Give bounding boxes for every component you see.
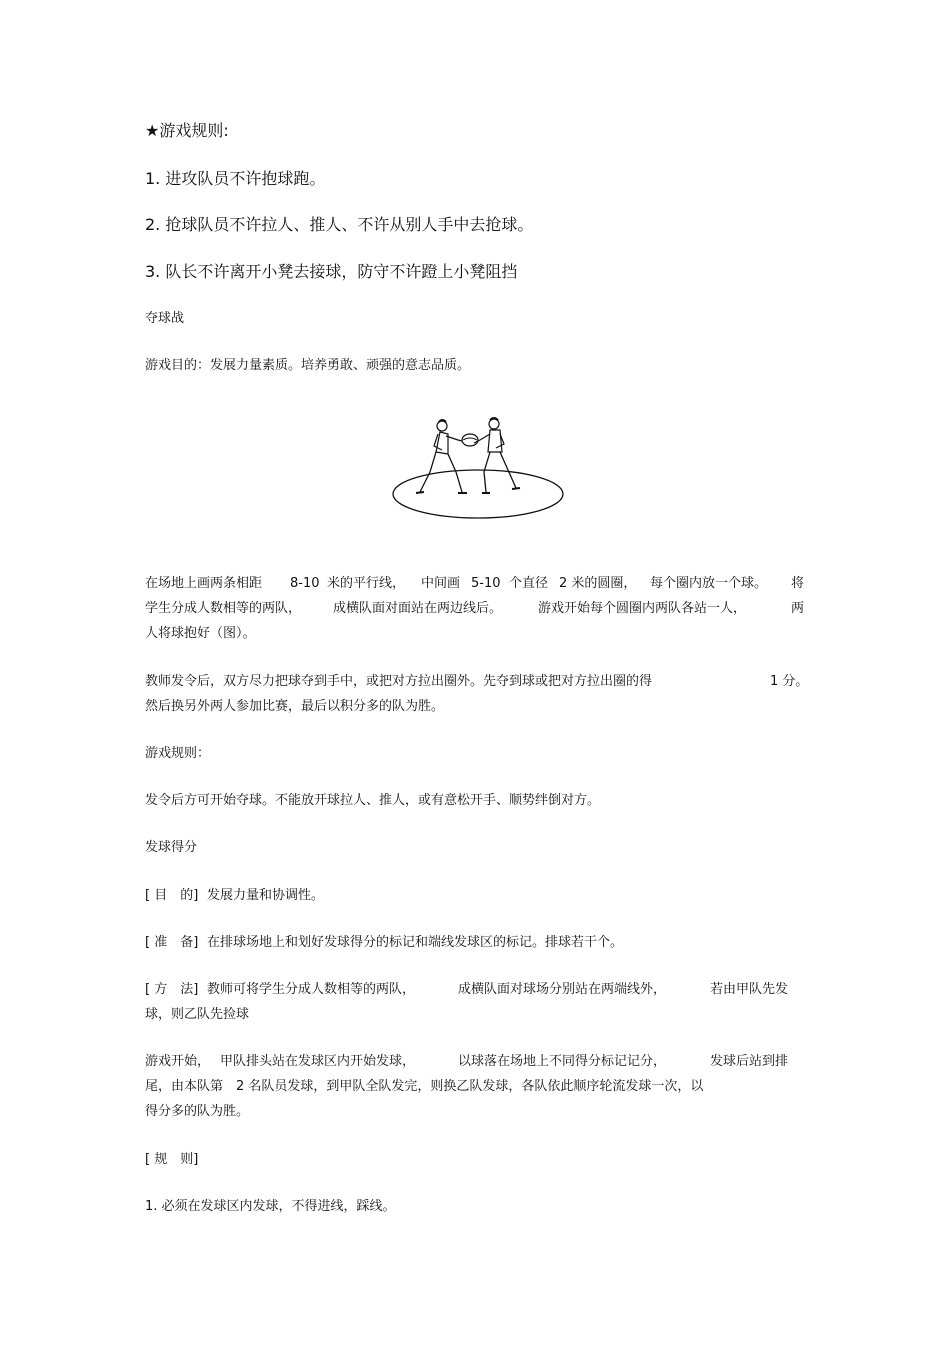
text-span: 2 米的圆圈， bbox=[559, 576, 637, 591]
rules-label: [ 规 则] bbox=[145, 1152, 199, 1167]
desc-line-3: 人将球抱好（图）。 bbox=[145, 626, 256, 641]
game2-rule-text: 发令后方可开始夺球。不能放开球拉人、推人，或有意松开手、顺势绊倒对方。 bbox=[145, 793, 601, 808]
play-line-3: 得分多的队为胜。 bbox=[145, 1104, 250, 1119]
text-span: 若由甲队先发 bbox=[710, 982, 789, 997]
text-span: 发球后站到排 bbox=[710, 1054, 789, 1069]
game2-rules-heading: 游戏规则： bbox=[145, 746, 211, 761]
text-span: 在场地上画两条相距 bbox=[145, 576, 263, 591]
rule-1: 1. 必须在发球区内发球，不得进线，踩线。 bbox=[145, 1199, 396, 1214]
text-span: 将 bbox=[791, 576, 805, 591]
text-span: 游戏开始每个圆圈内两队各站一人， bbox=[538, 601, 747, 616]
play-line-2: 尾，由本队第 2 名队员发球，到甲队全队发完，则换乙队发球，各队依此顺序轮流发球一次，以 bbox=[145, 1079, 704, 1094]
play-line-1 bbox=[145, 1050, 805, 1074]
method-row bbox=[145, 978, 805, 1002]
desc-line-1 bbox=[145, 572, 805, 596]
text-span: 个直径 bbox=[509, 576, 549, 591]
text-span: 中间画 bbox=[421, 576, 461, 591]
text-span: 每个圈内放一个球。 bbox=[650, 576, 768, 591]
text-span: 游戏开始， bbox=[145, 1054, 211, 1069]
text-span: 米的平行线， bbox=[327, 576, 406, 591]
prep-label: [ 准 备] bbox=[145, 935, 199, 950]
purpose-text: 发展力量和协调性。 bbox=[207, 888, 325, 903]
method-line-2: 球，则乙队先捡球 bbox=[145, 1007, 250, 1022]
text-span: 教师发令后，双方尽力把球夺到手中，或把对方拉出圈外。先夺到球或把对方拉出圈的得 bbox=[145, 674, 653, 689]
purpose-row bbox=[145, 884, 805, 908]
text-span: 成横队面对球场分别站在两端线外， bbox=[458, 982, 667, 997]
text-span: 甲队排头站在发球区内开始发球， bbox=[220, 1054, 416, 1069]
text-span: 成横队面对面站在两边线后。 bbox=[333, 601, 503, 616]
rule-item-1: 1. 进攻队员不许抱球跑。 bbox=[145, 169, 326, 188]
text-span: 5-10 bbox=[471, 576, 501, 591]
para2-line-1 bbox=[145, 670, 809, 694]
para2-line-2: 然后换另外两人参加比赛，最后以积分多的队为胜。 bbox=[145, 699, 445, 714]
game-title-fqdf: 发球得分 bbox=[145, 840, 198, 855]
text-span: 8-10 bbox=[290, 576, 320, 591]
desc-line-2 bbox=[145, 597, 805, 621]
purpose-label: [ 目 的] bbox=[145, 888, 199, 903]
text-span: 两 bbox=[791, 601, 805, 616]
text-span: 以球落在场地上不同得分标记记分， bbox=[458, 1054, 667, 1069]
text-span: 学生分成人数相等的两队， bbox=[145, 601, 302, 616]
method-label: [ 方 法] bbox=[145, 982, 199, 997]
game-title-duoqiuzhan: 夺球战 bbox=[145, 311, 185, 326]
rules-heading: ★游戏规则: bbox=[145, 121, 229, 140]
rule-item-2: 2. 抢球队员不许拉人、推人、不许从别人手中去抢球。 bbox=[145, 215, 534, 234]
prep-text: 在排球场地上和划好发球得分的标记和端线发球区的标记。排球若干个。 bbox=[207, 935, 624, 950]
illustration-two-players-ball bbox=[390, 410, 570, 538]
text-span: 教师可将学生分成人数相等的两队， bbox=[207, 982, 416, 997]
prep-row bbox=[145, 931, 805, 955]
game-purpose: 游戏目的：发展力量素质。培养勇敢、顽强的意志品质。 bbox=[145, 358, 471, 373]
rule-item-3: 3. 队长不许离开小凳去接球，防守不许蹬上小凳阻挡 bbox=[145, 262, 518, 281]
text-span: 1 分。 bbox=[770, 674, 809, 689]
